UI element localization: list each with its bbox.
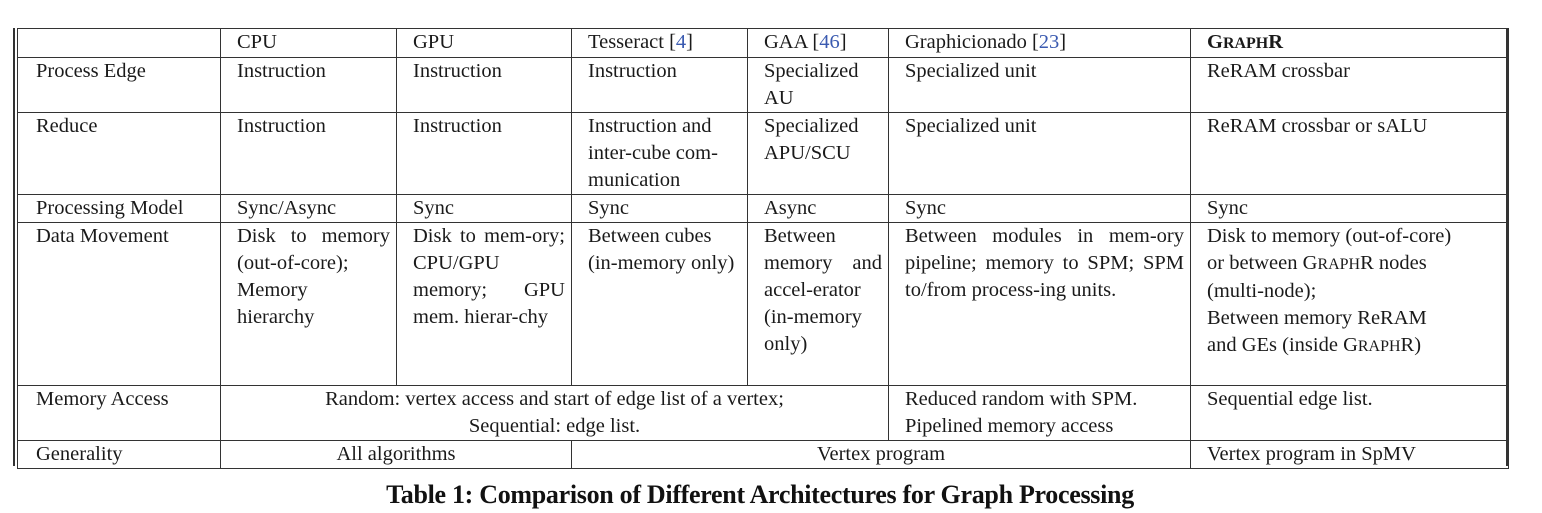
table-row-memory-access <box>18 386 1509 441</box>
table-row-data-movement <box>18 223 1509 386</box>
table-cell: Specialized AU <box>748 58 889 113</box>
table-cell: Vertex program in SpMV <box>1191 441 1509 469</box>
header-cpu-label: CPU <box>237 31 277 53</box>
header-graphicionado: Graphicionado [23] <box>889 29 1191 58</box>
header-gaa: GAA [46] <box>748 29 889 58</box>
table-cell: Specialized unit <box>889 58 1191 113</box>
cell-line: Disk to memory (out-of-core) <box>1207 225 1452 247</box>
graphr-smallcaps-part: R <box>1400 334 1415 356</box>
graphr-smallcaps-part: G <box>1302 252 1318 274</box>
table-row-process-edge <box>18 58 1509 113</box>
table-cell: Specialized APU/SCU <box>748 113 889 195</box>
table-cell <box>889 386 1191 441</box>
table-cell: Sync/Async <box>221 195 397 223</box>
header-graphicionado-label: Graphicionado <box>905 31 1027 53</box>
row-label: Process Edge <box>18 58 221 113</box>
table-cell: Disk to mem-ory; CPU/GPU memory; GPU mem. hierar-chy <box>397 223 572 386</box>
row-label: Processing Model <box>18 195 221 223</box>
table-cell: Specialized unit <box>889 113 1191 195</box>
header-gaa-label: GAA <box>764 31 808 53</box>
header-tesseract: Tesseract [4] <box>572 29 748 58</box>
cell-line: Between memory ReRAM <box>1207 307 1427 329</box>
table-cell: Instruction <box>221 113 397 195</box>
table-cell: Between memory and accel-erator (in-memory only) <box>748 223 889 386</box>
citation-link[interactable]: 23 <box>1038 31 1060 53</box>
table-cell: Instruction and inter-cube com-munication <box>572 113 748 195</box>
table-cell-merged: All algorithms <box>221 441 572 469</box>
row-label: Data Movement <box>18 223 221 386</box>
table-row-reduce <box>18 113 1509 195</box>
header-gpu-label: GPU <box>413 31 455 53</box>
row-label: Generality <box>18 441 221 469</box>
cell-text: or between <box>1207 252 1303 274</box>
cell-text: ) <box>1414 334 1422 356</box>
cell-line: (multi-node); <box>1207 280 1317 302</box>
header-gpu <box>397 29 572 58</box>
graphr-smallcaps-part: R <box>1360 252 1374 274</box>
cell-line: Sequential: edge list. <box>468 415 641 437</box>
table-cell: Instruction <box>397 113 572 195</box>
comparison-table <box>17 28 1509 469</box>
cell-line <box>1207 250 1502 278</box>
table-cell: ReRAM crossbar <box>1191 58 1509 113</box>
graphr-smallcaps-part: G <box>1207 31 1223 53</box>
comparison-table-container <box>13 28 1506 469</box>
table-left-outer-rule <box>13 28 15 466</box>
graphr-smallcaps-part: G <box>1343 334 1358 356</box>
table-cell-merged <box>221 386 889 441</box>
header-cpu <box>221 29 397 58</box>
table-cell: Instruction <box>572 58 748 113</box>
graphr-smallcaps-part: R <box>1268 31 1284 53</box>
table-cell: Disk to memory (out-of-core); Memory hierarchy <box>221 223 397 386</box>
table-cell: ReRAM crossbar or sALU <box>1191 113 1509 195</box>
row-label: Reduce <box>18 113 221 195</box>
graphr-smallcaps-part: RAPH <box>1317 256 1361 273</box>
row-label: Memory Access <box>18 386 221 441</box>
table-cell: Sync <box>572 195 748 223</box>
cell-line: Random: vertex access and start of edge list of a vertex; <box>325 388 784 410</box>
cell-line: Pipelined memory access <box>905 415 1114 437</box>
header-graphr <box>1191 29 1509 58</box>
table-cell: Instruction <box>221 58 397 113</box>
table-cell: Sync <box>397 195 572 223</box>
table-cell-graphr-data-movement <box>1191 223 1509 386</box>
table-cell: Between cubes (in-memory only) <box>572 223 748 386</box>
table-row-generality <box>18 441 1509 469</box>
table-cell: Async <box>748 195 889 223</box>
header-corner-cell <box>18 29 221 58</box>
cell-line <box>1207 332 1502 360</box>
citation-link[interactable]: 46 <box>819 31 840 53</box>
table-row-processing-model <box>18 195 1509 223</box>
citation-link[interactable]: 4 <box>675 31 687 53</box>
header-tesseract-label: Tesseract <box>588 31 664 53</box>
graphr-smallcaps-part: RAPH <box>1357 338 1401 355</box>
table-caption: Table 1: Comparison of Different Architectures for Graph Processing <box>386 480 1134 509</box>
table-cell: Instruction <box>397 58 572 113</box>
cell-text: and GEs (inside <box>1207 334 1344 356</box>
table-right-outer-rule <box>1506 28 1508 466</box>
table-cell: Sync <box>1191 195 1509 223</box>
table-cell: Between modules in mem-ory pipeline; memory to SPM; SPM to/from process-ing units. <box>889 223 1191 386</box>
table-cell-merged: Vertex program <box>572 441 1191 469</box>
table-cell: Sequential edge list. <box>1191 386 1509 441</box>
cell-line: Reduced random with SPM. <box>905 388 1138 410</box>
graphr-smallcaps-part: RAPH <box>1222 35 1269 52</box>
table-header-row <box>18 29 1509 58</box>
cell-text: nodes <box>1373 252 1427 274</box>
table-cell: Sync <box>889 195 1191 223</box>
